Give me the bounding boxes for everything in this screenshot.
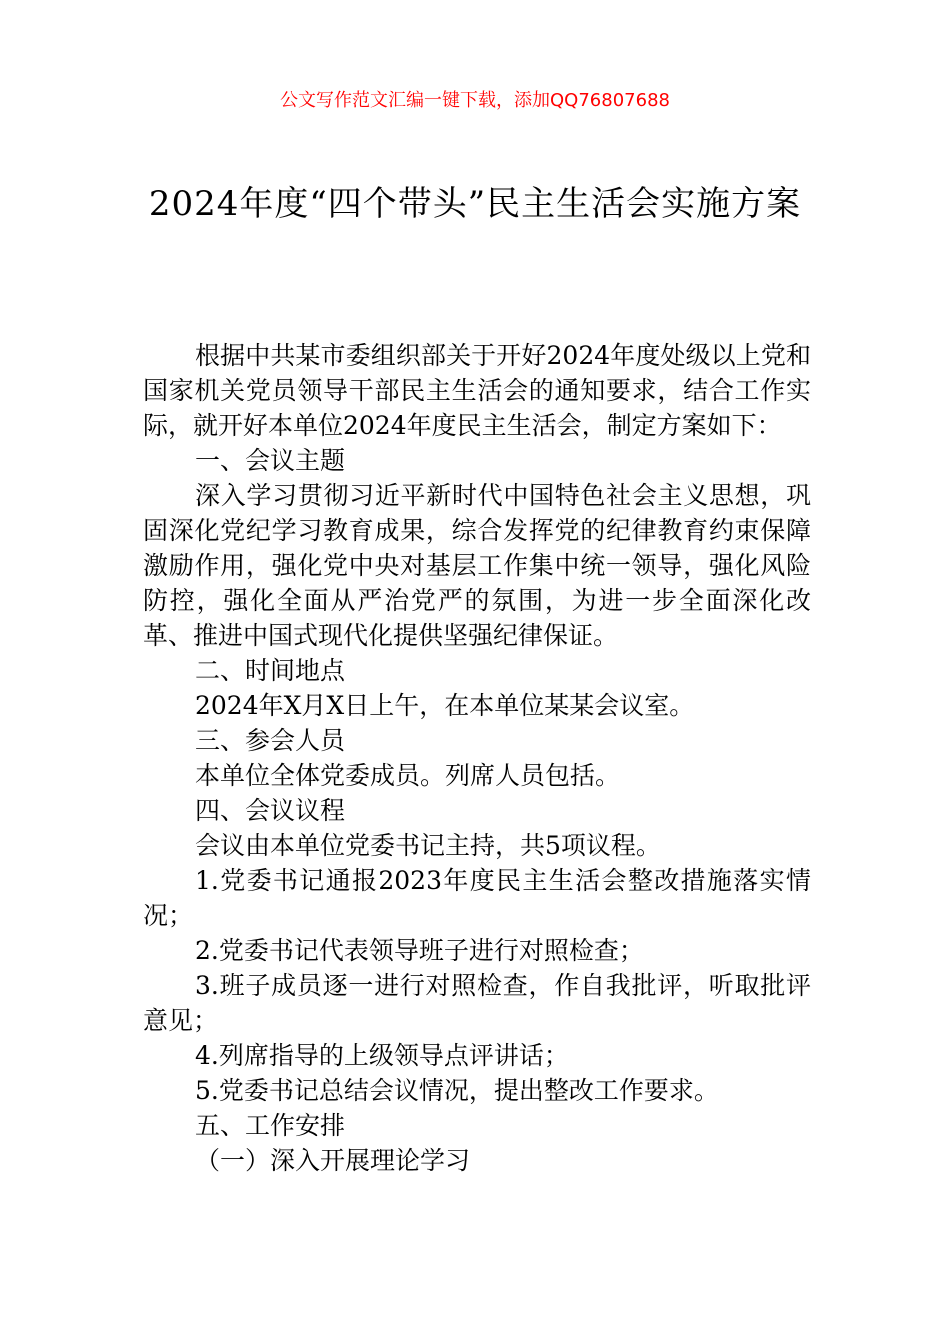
agenda-item: 4.列席指导的上级领导点评讲话； [195,1041,569,1070]
time-place-paragraph: 2024年X月X日上午，在本单位某某会议室。 [195,691,695,720]
agenda-intro-paragraph: 会议由本单位党委书记主持，共5项议程。 [195,831,661,860]
attendees-paragraph: 本单位全体党委成员。列席人员包括。 [195,761,621,790]
agenda-item: 1.党委书记通报2023年度民主生活会整改措施落实情况； [143,866,811,930]
section-heading-theme: 一、会议主题 [195,446,346,475]
agenda-item: 2.党委书记代表领导班子进行对照检查； [195,936,644,965]
document-body [143,338,811,1178]
section-heading-attendees: 三、参会人员 [195,726,346,755]
section-heading-time-place: 二、时间地点 [195,656,346,685]
document-title: 2024年度“四个带头”民主生活会实施方案 [148,184,802,224]
subsection-heading-theory-study: （一）深入开展理论学习 [195,1146,471,1175]
theme-paragraph: 深入学习贯彻习近平新时代中国特色社会主义思想，巩固深化党纪学习教育成果，综合发挥党的纪律教育约束保障激励作用，强化党中央对基层工作集中统一领导，强化风险防控，强化全面从严治党严的氛围，为进一步全面深化改革、推进中国式现代化提供坚强纪律保证。 [143,481,811,650]
section-heading-arrangements: 五、工作安排 [195,1111,346,1140]
agenda-item: 3.班子成员逐一进行对照检查，作自我批评，听取批评意见； [143,971,811,1035]
download-promo-note: 公文写作范文汇编一键下载，添加QQ76807688 [280,90,670,111]
section-heading-agenda: 四、会议议程 [195,796,346,825]
agenda-item: 5.党委书记总结会议情况，提出整改工作要求。 [195,1076,719,1105]
intro-paragraph: 根据中共某市委组织部关于开好2024年度处级以上党和国家机关党员领导干部民主生活会的通知要求，结合工作实际，就开好本单位2024年度民主生活会，制定方案如下： [143,341,811,440]
